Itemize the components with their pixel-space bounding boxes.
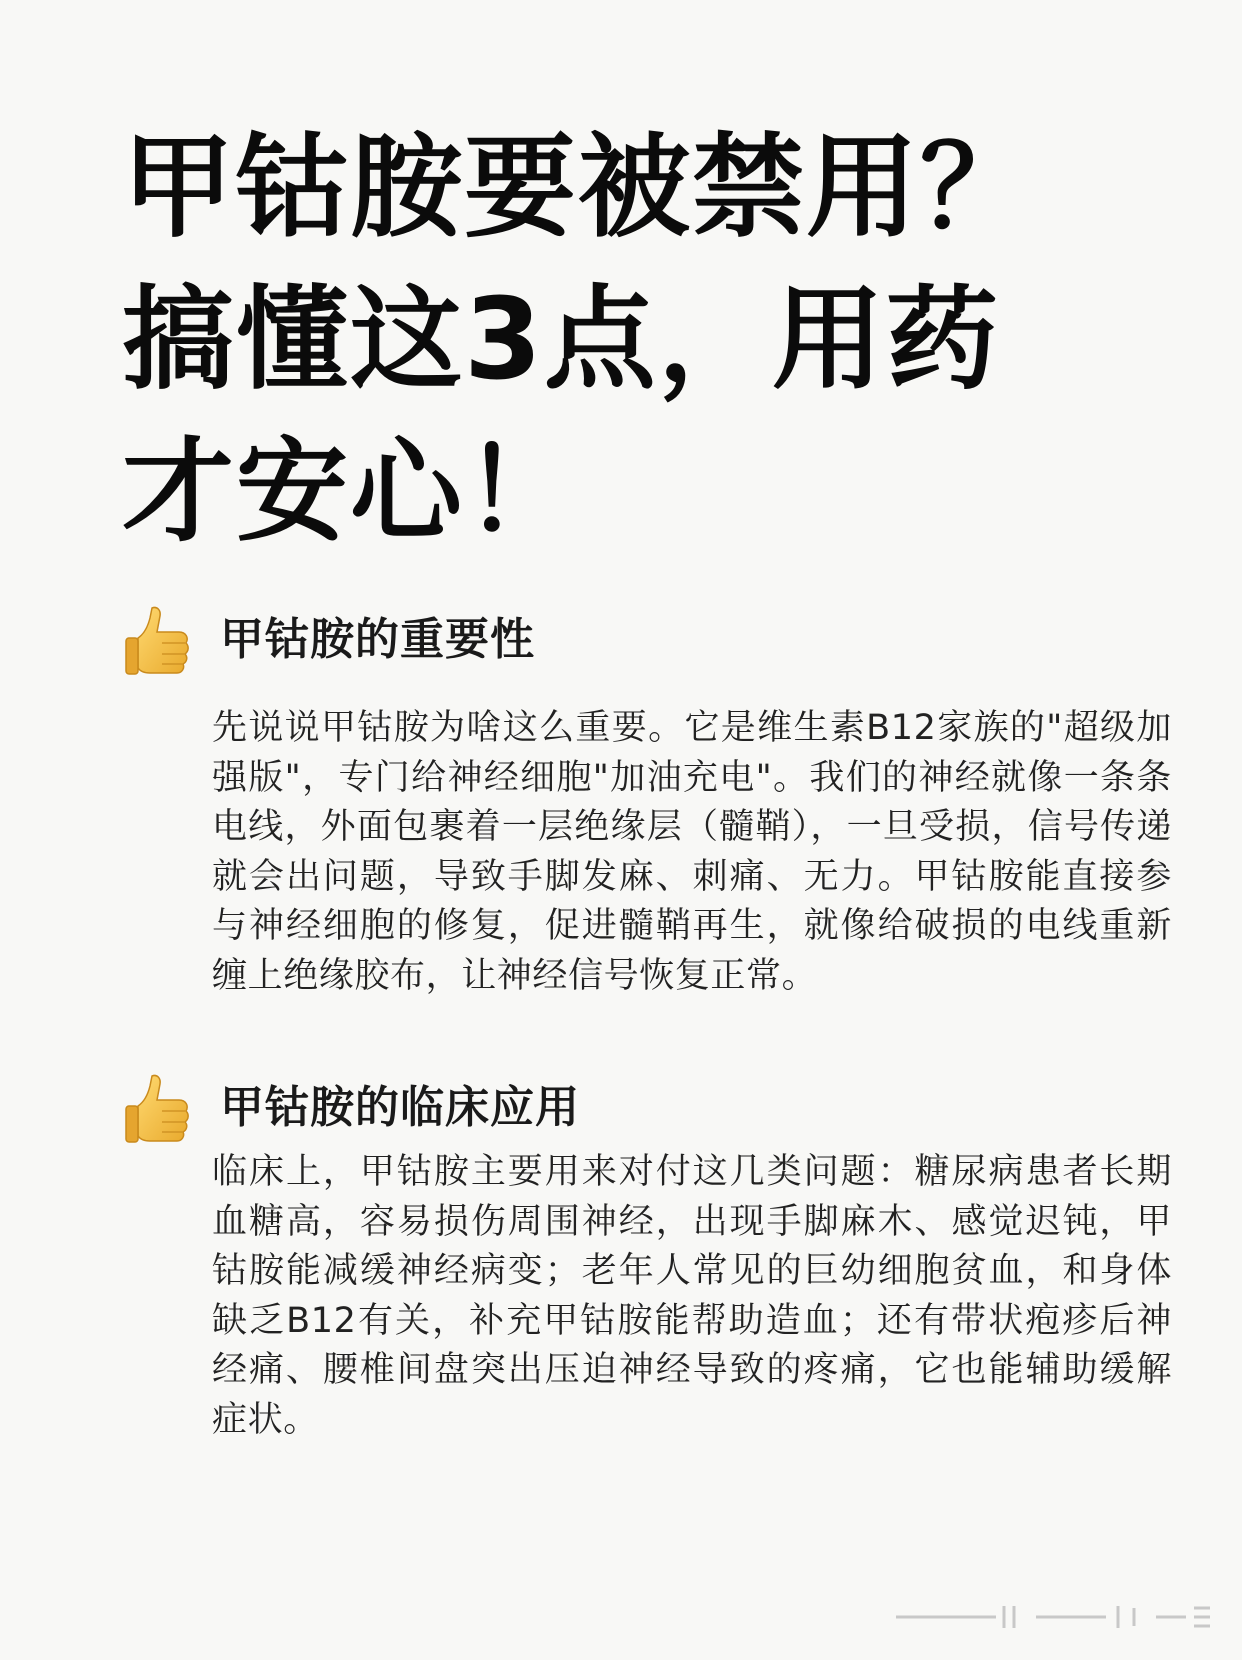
section-importance <box>122 602 1172 996</box>
section-heading: 甲钴胺的重要性 <box>220 614 535 665</box>
title-line-3: 才安心！ <box>122 427 578 557</box>
section-header <box>122 1070 1162 1160</box>
title-line-1: 甲钴胺要被禁用？ <box>122 123 1034 253</box>
title-line-2: 搞懂这3点，用药 <box>122 275 1000 405</box>
section-body: 先说说甲钴胺为啥这么重要。它是维生素B12家族的"超级加强版"，专门给神经细胞"加油充电"。我们的神经就像一条条电线，外面包裹着一层绝缘层（髓鞘），一旦受损，信号传递就会出问题，导致手脚发麻、刺痛、无力。甲钴胺能直接参与神经细胞的修复，促进髓鞘再生，就像给破损的电线重新缠上绝缘胶布，让神经信号恢复正常。 <box>212 708 1172 996</box>
section-body: 临床上，甲钴胺主要用来对付这几类问题：糖尿病患者长期血糖高，容易损伤周围神经，出现手脚麻木、感觉迟钝，甲钴胺能减缓神经病变；老年人常见的巨幼细胞贫血，和身体缺乏B12有关，补充甲钴胺能帮助造血；还有带状疱疹后神经痛、腰椎间盘突出压迫神经导致的疼痛，它也能辅助缓解症状。 <box>212 1152 1172 1440</box>
section-heading: 甲钴胺的临床应用 <box>220 1082 580 1133</box>
section-header <box>122 602 1162 692</box>
watermark-icon <box>886 1600 1216 1634</box>
section-clinical-use <box>122 1070 1172 1440</box>
page-title <box>122 112 1034 568</box>
thumbs-up-icon <box>122 602 192 682</box>
thumbs-up-icon <box>122 1070 192 1150</box>
